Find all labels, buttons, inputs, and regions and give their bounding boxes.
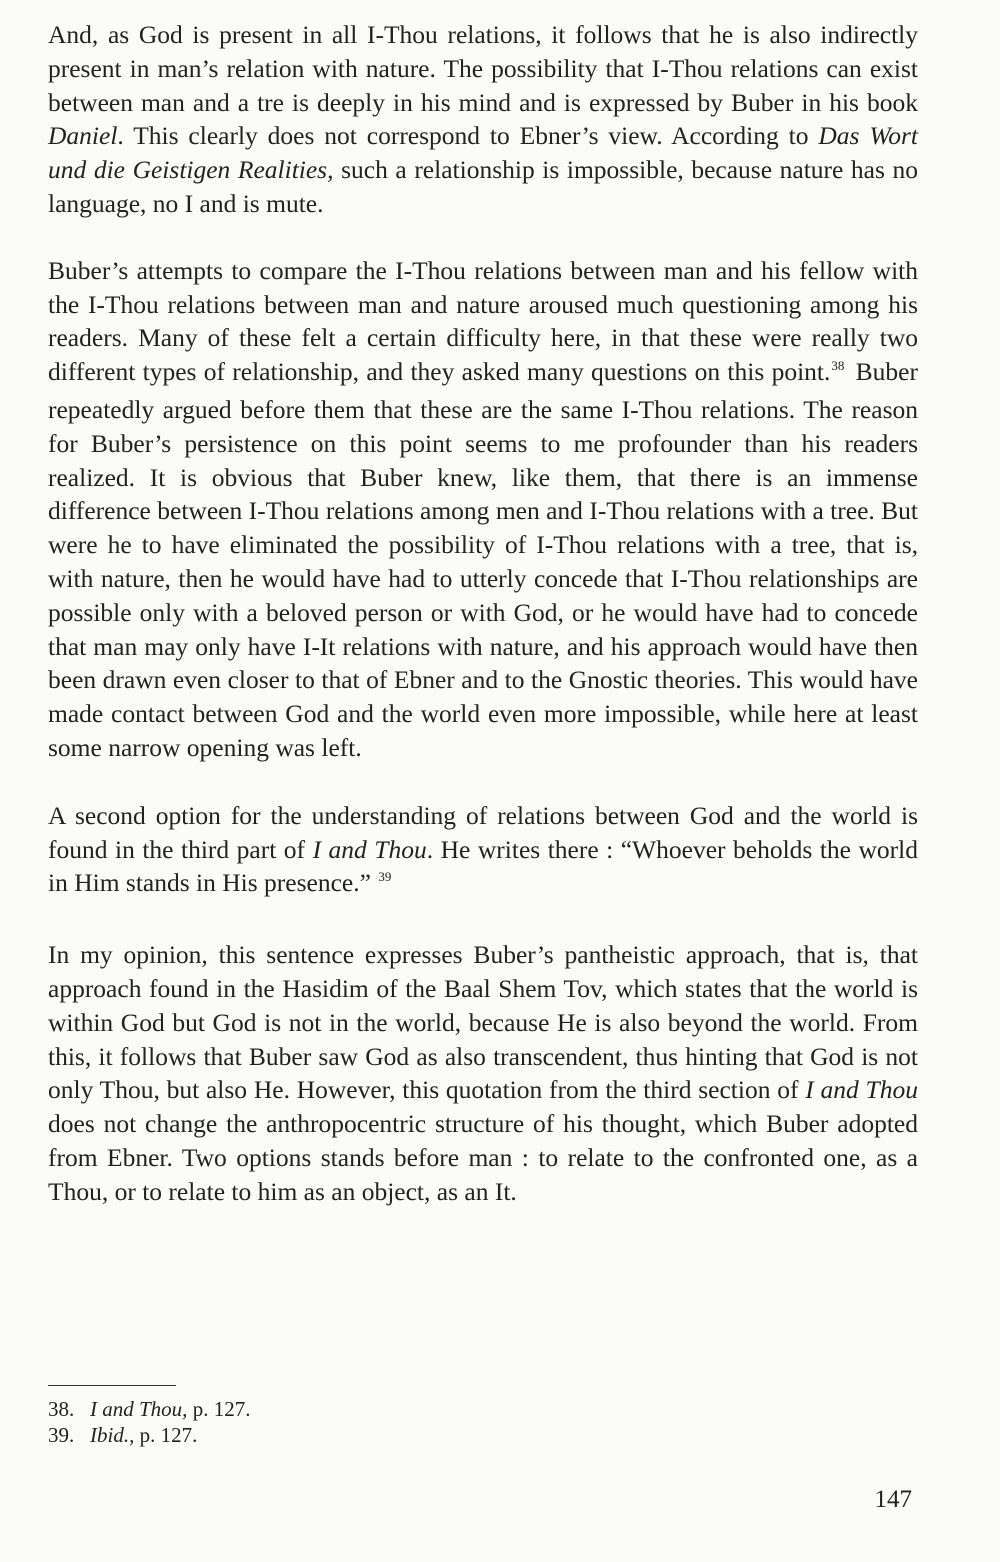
italic-title: I and Thou [805,1075,918,1105]
text-segment: . He writes there : “Whoever beholds the world in Him stands in His presence.” [48,834,918,898]
italic-title: I and Thou [312,834,427,864]
italic-title: Das Wort und die Geistigen Realities, [48,121,918,185]
italic-title: Daniel [48,121,118,151]
page-body [48,18,918,1209]
footnote-title: Ibid., [90,1423,135,1447]
footnotes [48,1396,648,1448]
text-segment: Buber repeatedly argued before them that these are the same I-Thou relations. The reason for Buber’s persistence on this point seems to me profounder than his readers realized. It is obvious that Buber knew, like them, that there is an immense difference between I-Thou relations among men and I-Thou relations with a tree. But were he to have eliminated the possibility of I-Thou relations with a tree, that is, with nature, then he would have had to utterly concede that I-Thou relationships are possible only with a beloved person or with God, or he would have had to concede that man may only have I-It relations with nature, and his approach would have then been drawn even closer to that of Ebner and to the Gnostic theories. This would have made contact between God and the world even more impossible, while here at least some narrow opening was left. [48,357,918,762]
paragraph [48,254,918,765]
footnote-number: 39. [48,1423,75,1447]
footnote [48,1396,648,1422]
footnote-divider [48,1385,176,1386]
text-segment: In my opinion, this sentence expresses Buber’s pantheistic approach, that is, that approach found in the Hasidim of the Baal Shem Tov, which states that the world is within God but God is not in the world, because He is also beyond the world. From this, it follows that Buber saw God as also transcendent, thus hinting that God is not only Thou, but also He. However, this quotation from the third section of [48,940,918,1105]
text-segment: such a relationship is impossible, because nature has no language, no I and is mute. [48,155,918,218]
text-segment: . This clearly does not correspond to Ebner’s view. According to [117,121,819,151]
footnote-text: p. 127. [187,1397,251,1421]
footnote-number: 38. [48,1397,75,1421]
footnote-reference: 38 [831,358,845,374]
text-segment: And, as God is present in all I-Thou relations, it follows that he is also indirectly present in man’s relation with nature. The possibility that I-Thou relations can exist between man and a tre is deeply in his mind and is expressed by Buber in his book [48,20,918,117]
footnote-title: I and Thou, [90,1397,188,1421]
paragraph [48,938,918,1208]
paragraph [48,799,918,904]
text-segment: A second option for the understanding of relations between God and the world is found in the third part of [48,800,918,864]
text-segment: does not change the anthropocentric structure of his thought, which Buber adopted from Ebner. Two options stands before man : to relate to the confronted one, as a Thou, or to relate to him as an object, as an It. [48,1109,918,1206]
text-segment: Buber’s attempts to compare the I-Thou relations between man and his fellow with the I-Thou relations between man and nature aroused much questioning among his readers. Many of these felt a certain difficulty here, in that these were really two different types of relationship, and they asked many questions on this point. [48,255,918,387]
footnote [48,1422,648,1448]
paragraph [48,18,918,221]
footnote-reference: 39 [378,869,392,885]
footnote-text: p. 127. [134,1423,198,1447]
page-number: 147 [874,1486,912,1513]
